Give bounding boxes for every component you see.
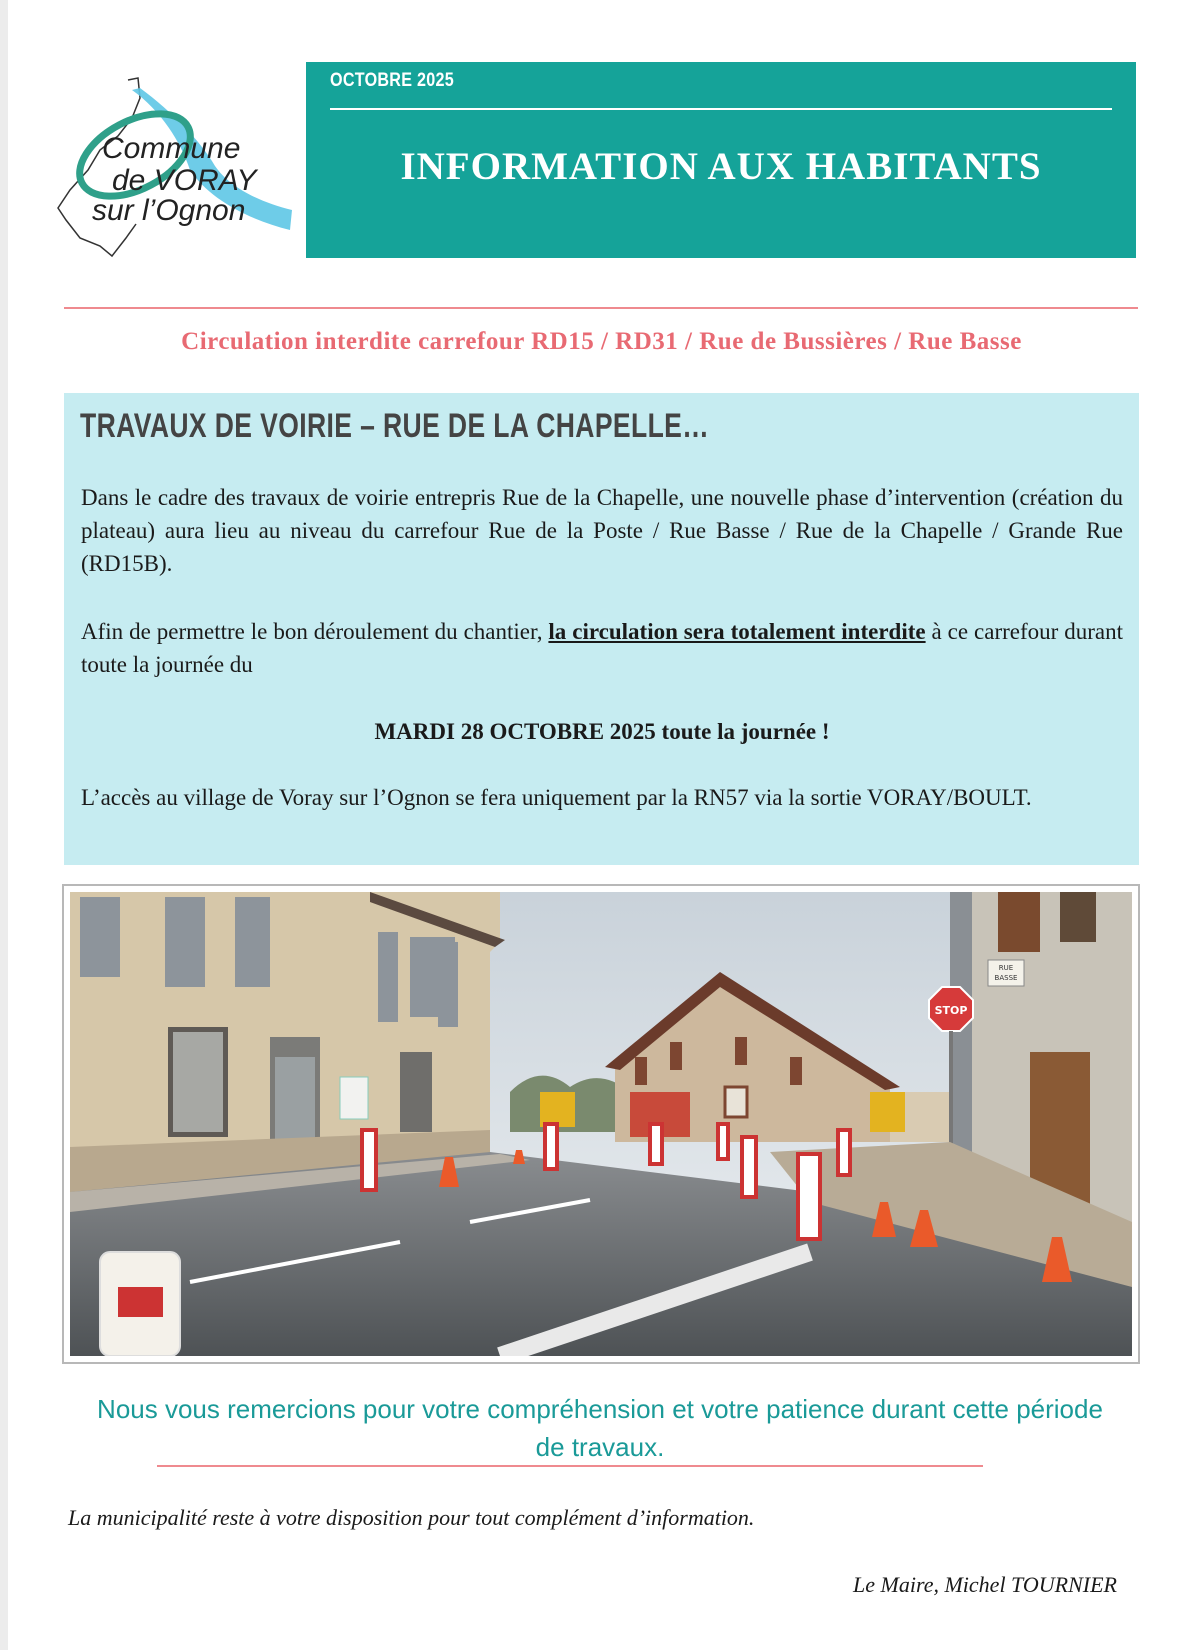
closure-emphasis: la circulation sera totalement interdite: [548, 619, 926, 644]
info-heading: TRAVAUX DE VOIRIE – RUE DE LA CHAPELLE…: [80, 407, 710, 445]
closure-text-after: à ce carrefour durant toute la journée du: [81, 619, 1123, 677]
page-edge: [0, 0, 8, 1650]
roadworks-photo: [62, 884, 1140, 1364]
info-box: [64, 393, 1139, 865]
logo-text-line1: Commune: [102, 132, 241, 165]
info-paragraph-context: Dans le cadre des travaux de voirie entrepris Rue de la Chapelle, une nouvelle phase d’intervention (création du plateau) aura lieu au niveau du carrefour Rue de la Poste / Rue Basse / Rue de la Chapelle / Grande Rue (RD15B).: [81, 485, 1123, 576]
street-sign-line2: BASSE: [994, 974, 1018, 982]
signature: Le Maire, Michel TOURNIER: [853, 1572, 1117, 1597]
availability-note: La municipalité reste à votre disposition pour tout complément d’information.: [68, 1505, 755, 1530]
access-note: L’accès au village de Voray sur l’Ognon se fera uniquement par la RN57 via la sortie VORAY/BOULT.: [81, 785, 1032, 810]
bottom-divider: [157, 1465, 983, 1467]
stop-sign-text: STOP: [934, 1004, 968, 1017]
traffic-alert: Circulation interdite carrefour RD15 / RD31 / Rue de Bussières / Rue Basse: [181, 328, 1022, 355]
commune-logo: [40, 70, 300, 260]
page-title: INFORMATION AUX HABITANTS: [400, 145, 1042, 188]
closure-date: MARDI 28 OCTOBRE 2025 toute la journée !: [374, 719, 830, 744]
street-sign-line1: RUE: [998, 964, 1014, 972]
thanks-message: Nous vous remercions pour votre compréhension et votre patience durant cette période de travaux.: [97, 1394, 1103, 1462]
logo-text-line3: sur l’Ognon: [92, 194, 246, 227]
header-banner: [306, 62, 1136, 258]
logo-text-line2: de VORAY: [112, 164, 257, 197]
issue-date: OCTOBRE 2025: [330, 70, 454, 91]
top-divider: [64, 307, 1138, 309]
banner-divider: [330, 108, 1112, 110]
closure-text-before: Afin de permettre le bon déroulement du chantier,: [81, 619, 549, 644]
roadworks-photo-image: [70, 892, 1132, 1356]
info-paragraph-closure: [81, 615, 1123, 681]
